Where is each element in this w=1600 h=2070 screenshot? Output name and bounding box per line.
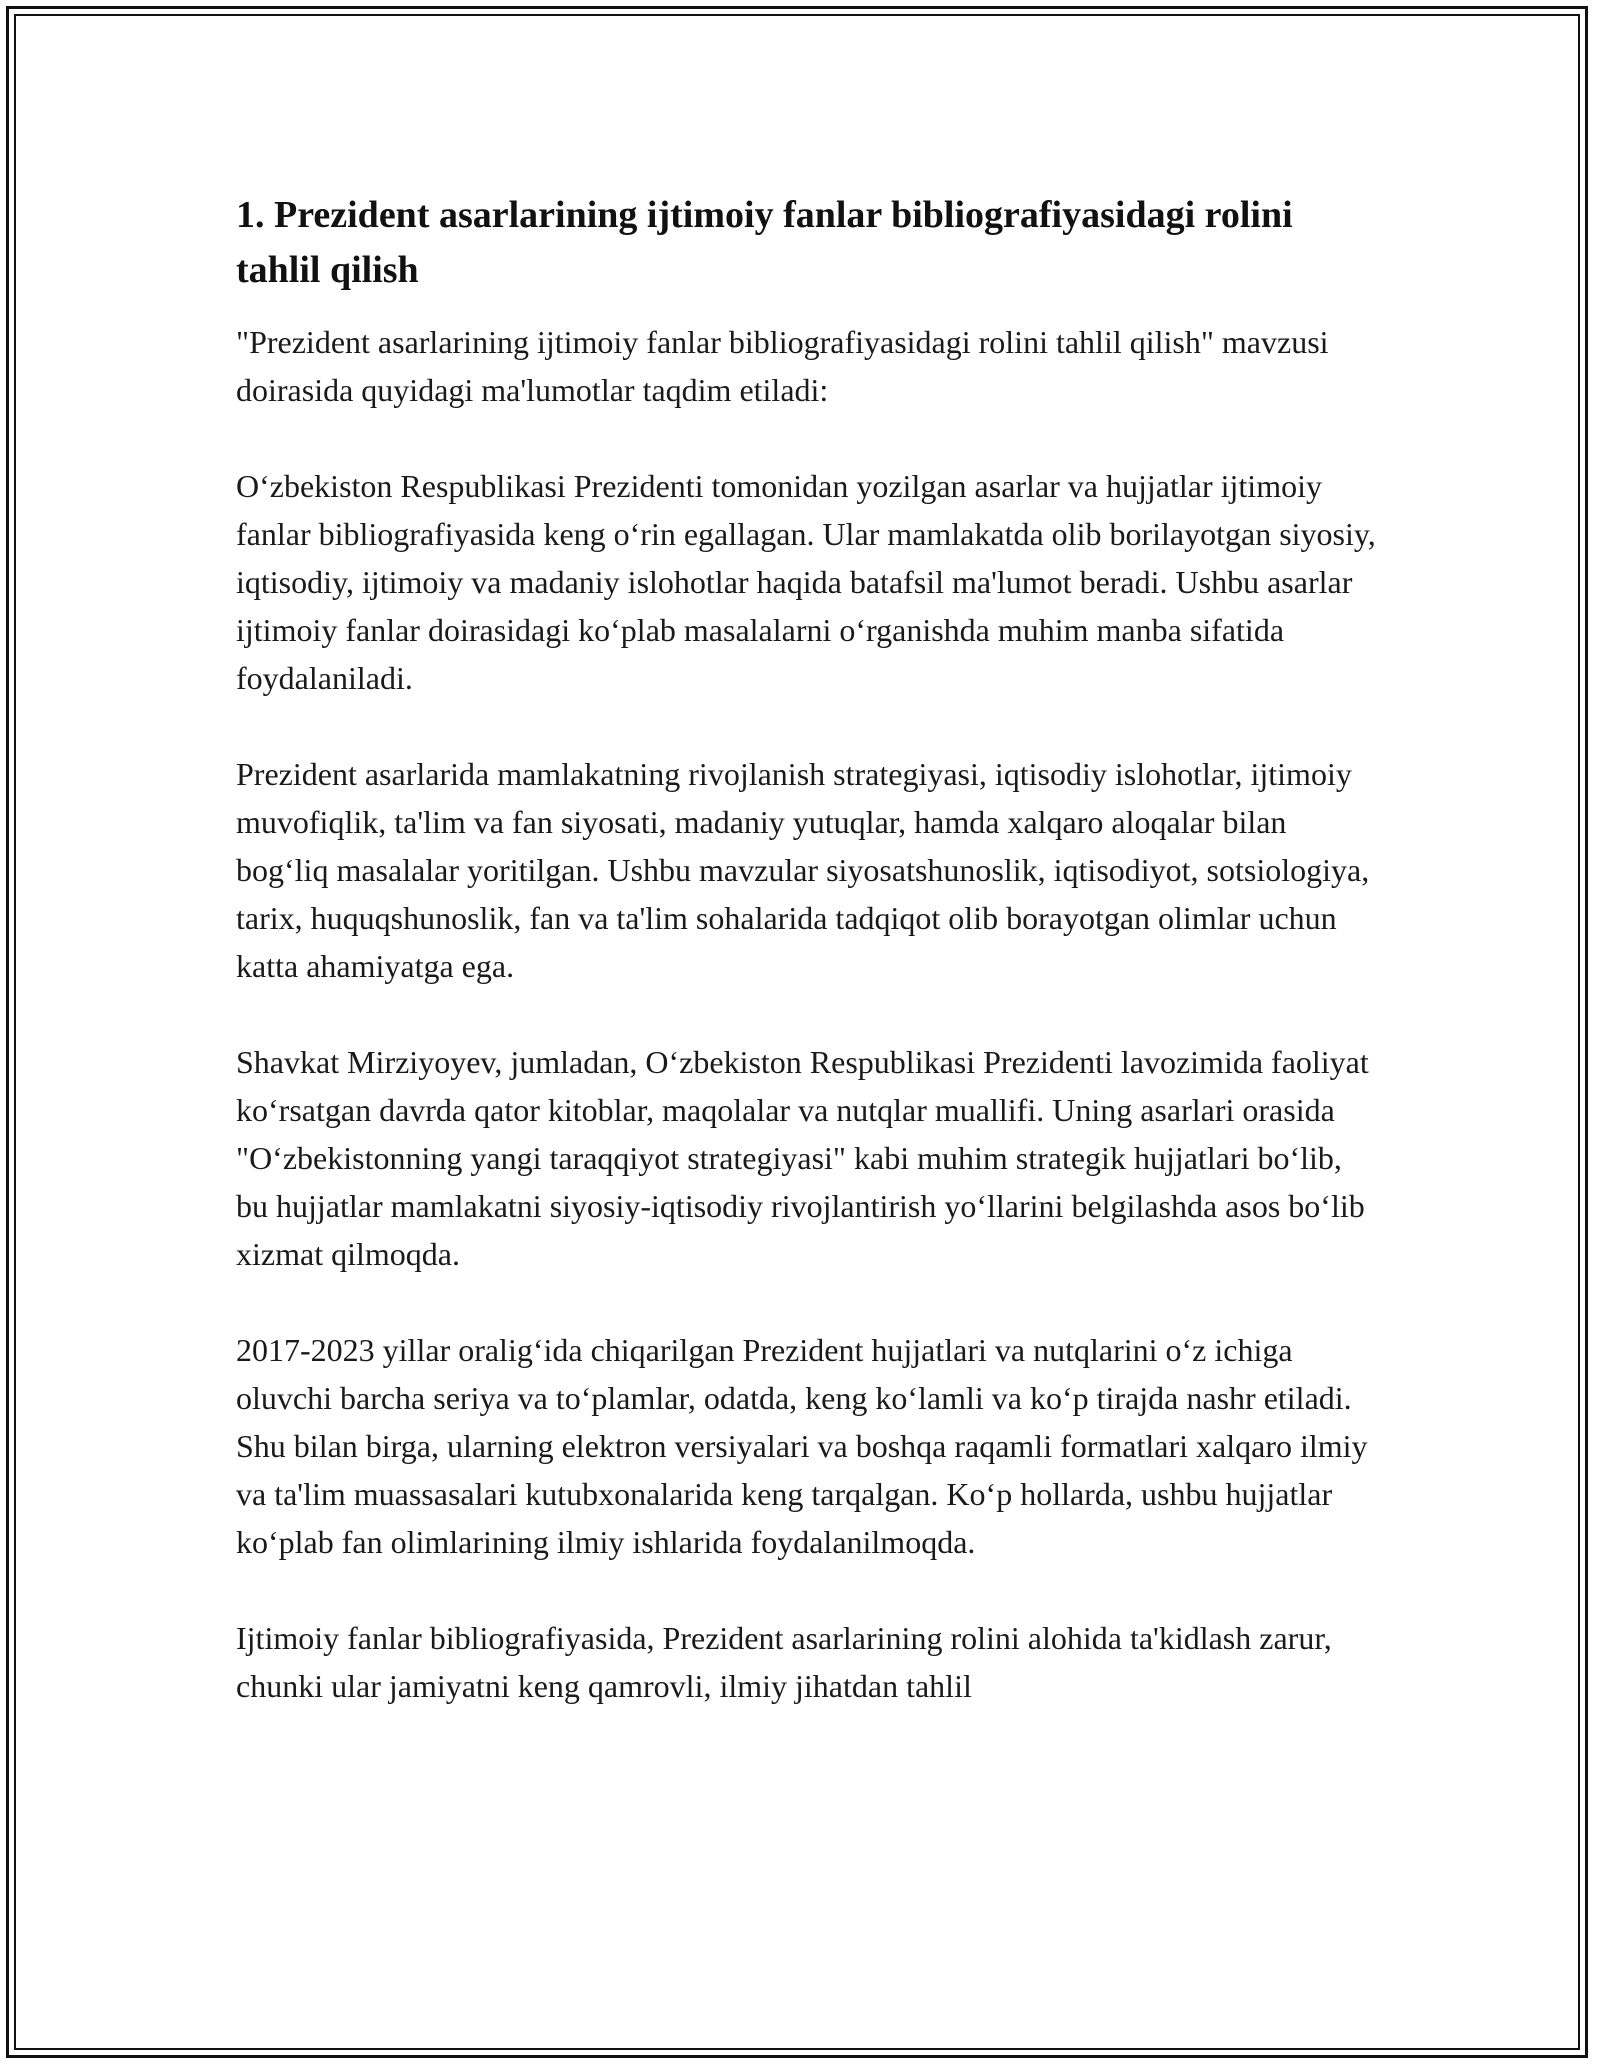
document-body [236, 188, 1376, 1758]
paragraph-mirziyoyev: Shavkat Mirziyoyev, jumladan, O‘zbekiston Respublikasi Prezidenti lavozimida faoliyat ko‘rsatgan davrda qator kitoblar, maqolalar va nutqlar muallifi. Uning asarlari orasida "O‘zbekistonning yangi taraqqiyot strategiyasi" kabi muhim strategik hujjatlari bo‘lib, bu hujjatlar mamlakatni siyosiy-iqtisodiy rivojlantirish yo‘llarini belgilashda asos bo‘lib xizmat qilmoqda. [236, 1044, 1369, 1272]
section-heading: 1. Prezident asarlarining ijtimoiy fanlar bibliografiyasidagi rolini tahlil qilish [236, 194, 1293, 291]
paragraph-conclusion: Ijtimoiy fanlar bibliografiyasida, Prezident asarlarining rolini alohida ta'kidlash zarur, chunki ular jamiyatni keng qamrovli, ilmiy jihatdan tahlil [236, 1620, 1332, 1704]
paragraph-topics: Prezident asarlarida mamlakatning rivojlanish strategiyasi, iqtisodiy islohotlar, ijtimoiy muvofiqlik, ta'lim va fan siyosati, madaniy yutuqlar, hamda xalqaro aloqalar bilan bog‘liq masalalar yoritilgan. Ushbu mavzular siyosatshunoslik, iqtisodiyot, sotsiologiya, tarix, huquqshunoslik, fan va ta'lim sohalarida tadqiqot olib borayotgan olimlar uchun katta ahamiyatga ega. [236, 756, 1370, 984]
paragraph-publications: 2017-2023 yillar oralig‘ida chiqarilgan Prezident hujjatlari va nutqlarini o‘z ichiga oluvchi barcha seriya va to‘plamlar, odatda, keng ko‘lamli va ko‘p tirajda nashr etiladi. Shu bilan birga, ularning elektron versiyalari va boshqa raqamli formatlari xalqaro ilmiy va ta'lim muassasalari kutubxonalarida keng tarqalgan. Ko‘p hollarda, ushbu hujjatlar ko‘plab fan olimlarining ilmiy ishlarida foydalanilmoqda. [236, 1332, 1368, 1560]
paragraph-president-works: O‘zbekiston Respublikasi Prezidenti tomonidan yozilgan asarlar va hujjatlar ijtimoiy fanlar bibliografiyasida keng o‘rin egallagan. Ular mamlakatda olib borilayotgan siyosiy, iqtisodiy, ijtimoiy va madaniy islohotlar haqida batafsil ma'lumot beradi. Ushbu asarlar ijtimoiy fanlar doirasidagi ko‘plab masalalarni o‘rganishda muhim manba sifatida foydalaniladi. [236, 468, 1376, 696]
paragraph-intro: "Prezident asarlarining ijtimoiy fanlar bibliografiyasidagi rolini tahlil qilish" mavzusi doirasida quyidagi ma'lumotlar taqdim etiladi: [236, 324, 1329, 408]
